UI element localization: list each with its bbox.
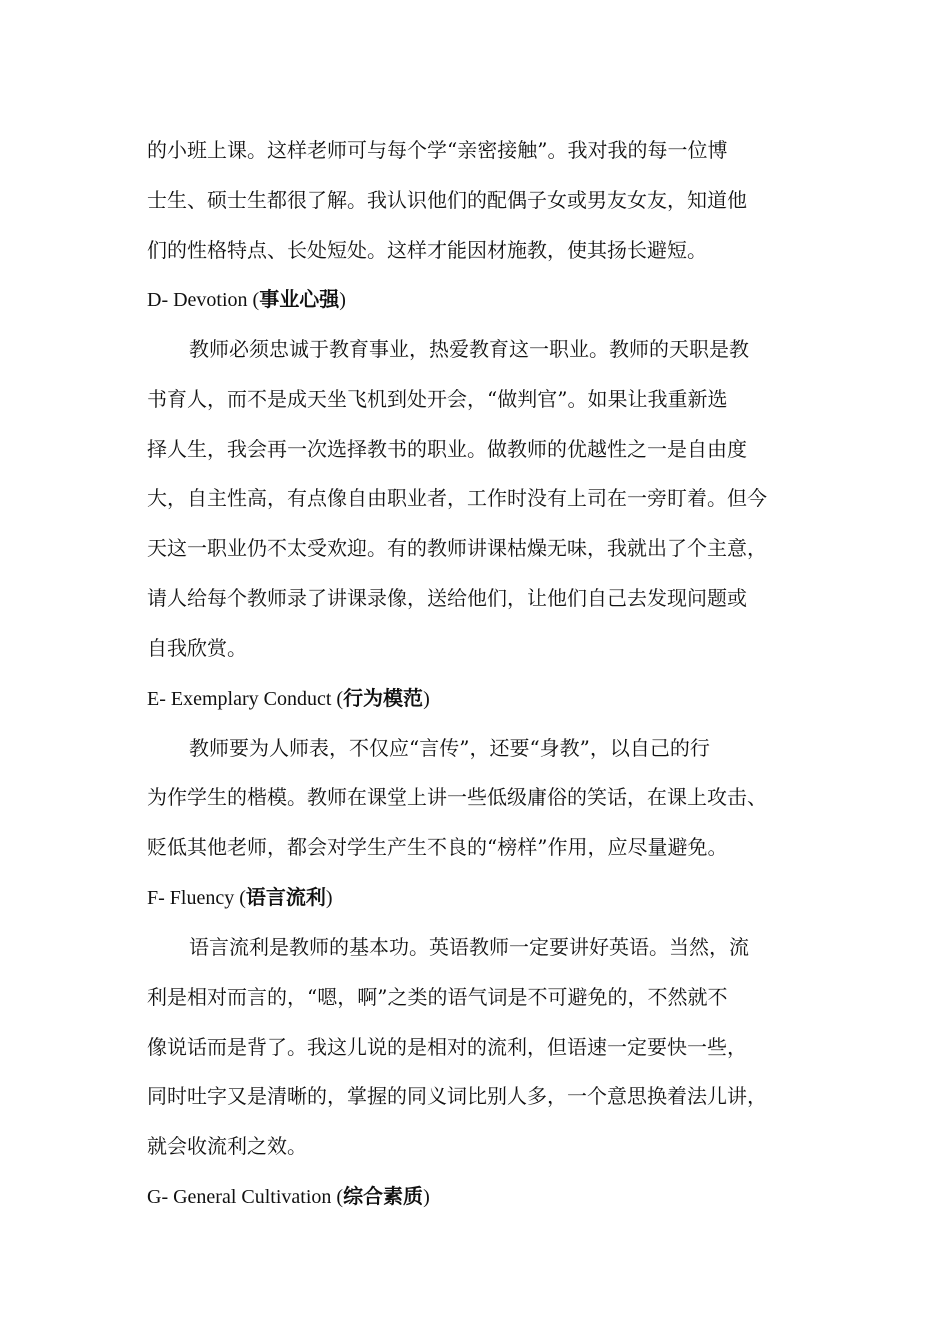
paragraph-line: 为作学生的楷模。教师在课堂上讲一些低级庸俗的笑话，在课上攻击、 [147,785,767,809]
heading-close: ) [339,289,346,311]
paragraph-line: 天这一职业仍不太受欢迎。有的教师讲课枯燥无味，我就出了个主意， [147,536,767,560]
heading-zh: 综合素质 [343,1184,424,1208]
heading-close: ) [423,1186,430,1208]
paragraph-line: 就会收流利之效。 [147,1134,307,1158]
heading-en: D- Devotion ( [147,289,260,311]
paragraph-line: 请人给每个教师录了讲课录像，送给他们，让他们自己去发现问题或 [147,586,747,610]
paragraph-line: 书育人，而不是成天坐飞机到处开会，“做判官”。如果让我重新选 [147,387,728,411]
paragraph-line: 教师要为人师表，不仅应“言传”，还要“身教”，以自己的行 [189,736,710,760]
heading-en: G- General Cultivation ( [147,1186,344,1208]
heading-zh: 行为模范 [343,686,424,710]
paragraph-line: 像说话而是背了。我这儿说的是相对的流利，但语速一定要快一些， [147,1035,747,1059]
heading-en: F- Fluency ( [147,887,246,909]
section-heading-exemplary-conduct [147,684,827,712]
section-heading-general-cultivation [147,1182,827,1210]
section-heading-devotion [147,285,827,313]
paragraph-line: 教师必须忠诚于教育事业，热爱教育这一职业。教师的天职是教 [189,337,749,361]
heading-close: ) [325,887,333,909]
paragraph-line: 贬低其他老师，都会对学生产生不良的“榜样”作用，应尽量避免。 [147,835,728,859]
heading-close: ) [423,688,430,710]
paragraph-line: 自我欣赏。 [147,636,247,660]
heading-zh: 事业心强 [259,287,340,311]
paragraph-line: 大，自主性高，有点像自由职业者，工作时没有上司在一旁盯着。但今 [147,486,767,510]
paragraph-line: 士生、硕士生都很了解。我认识他们的配偶子女或男友女友，知道他 [147,188,747,212]
paragraph-line: 语言流利是教师的基本功。英语教师一定要讲好英语。当然，流 [189,935,749,959]
paragraph-line: 们的性格特点、长处短处。这样才能因材施教，使其扬长避短。 [147,238,707,262]
heading-en: E- Exemplary Conduct ( [147,688,344,710]
paragraph-line: 的小班上课。这样老师可与每个学“亲密接触”。我对我的每一位博 [147,138,728,162]
paragraph-line: 择人生，我会再一次选择教书的职业。做教师的优越性之一是自由度 [147,437,747,461]
heading-zh: 语言流利 [245,885,326,909]
section-heading-fluency [147,883,827,911]
paragraph-line: 利是相对而言的，“嗯，啊”之类的语气词是不可避免的，不然就不 [147,985,728,1009]
paragraph-line: 同时吐字又是清晰的，掌握的同义词比别人多，一个意思换着法儿讲， [147,1084,767,1108]
